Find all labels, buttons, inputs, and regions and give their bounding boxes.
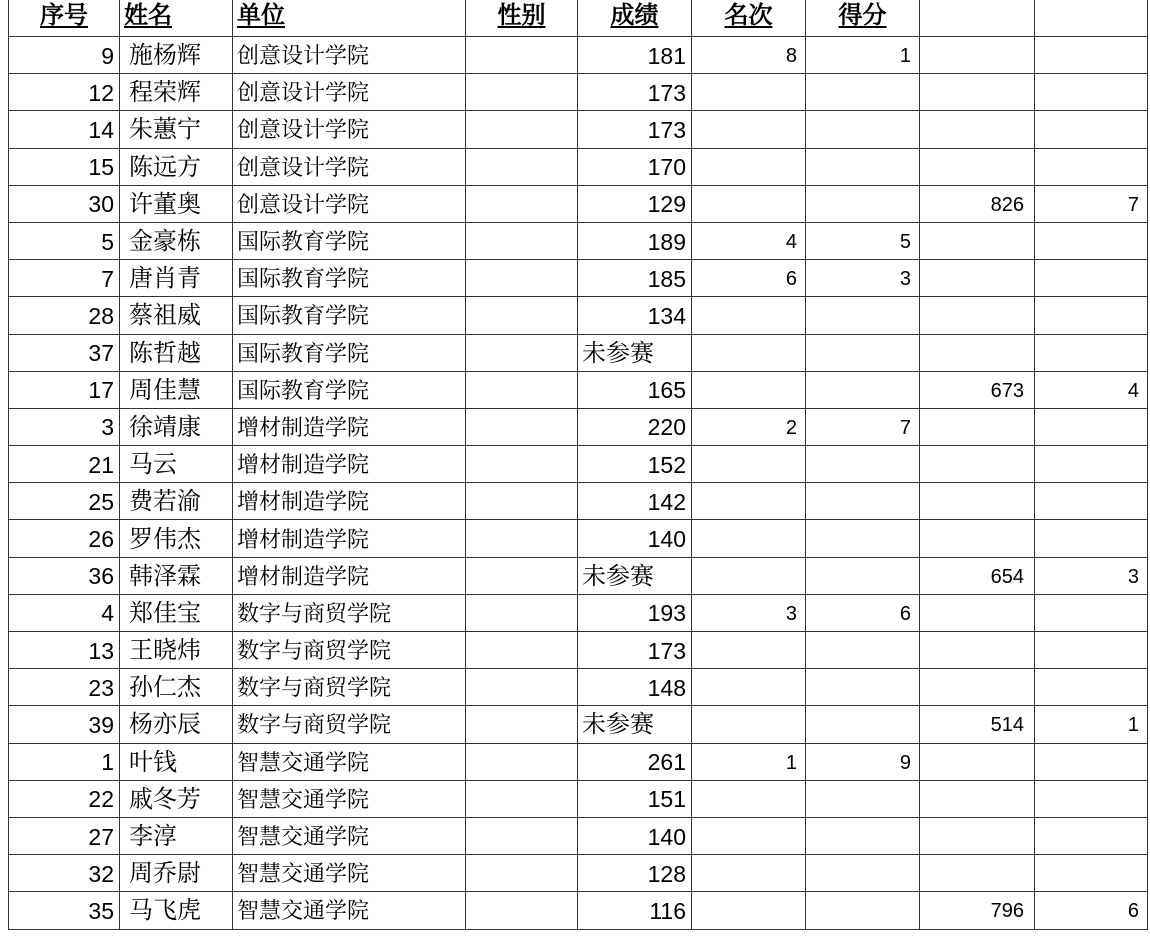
header-empty[interactable] [920, 0, 1035, 37]
cell-unit[interactable]: 国际教育学院 [233, 223, 466, 260]
cell-rank[interactable] [692, 149, 806, 186]
cell-id[interactable]: 28 [8, 297, 120, 334]
header-id[interactable]: 序号 [8, 0, 120, 37]
cell-unit[interactable]: 国际教育学院 [233, 260, 466, 297]
cell-score[interactable]: 173 [578, 632, 692, 669]
cell-rank[interactable]: 2 [692, 409, 806, 446]
cell-id[interactable]: 32 [8, 855, 120, 892]
cell-group-points[interactable]: 7 [1035, 186, 1148, 223]
cell-id[interactable]: 12 [8, 74, 120, 111]
cell-name[interactable]: 韩泽霖 [120, 558, 233, 595]
cell-gender[interactable] [466, 595, 578, 632]
cell-rank[interactable] [692, 669, 806, 706]
cell-rank[interactable]: 6 [692, 260, 806, 297]
cell-group-points[interactable] [1035, 409, 1148, 446]
cell-gender[interactable] [466, 186, 578, 223]
table-row [8, 372, 1148, 409]
cell-group-points[interactable] [1035, 37, 1148, 74]
cell-gender[interactable] [466, 632, 578, 669]
cell-group-points[interactable] [1035, 781, 1148, 818]
cell-unit[interactable]: 创意设计学院 [233, 74, 466, 111]
cell-points[interactable] [806, 781, 920, 818]
table-row [8, 74, 1148, 111]
cell-group-points[interactable] [1035, 632, 1148, 669]
cell-group-total[interactable] [920, 297, 1035, 334]
cell-points[interactable] [806, 855, 920, 892]
cell-unit[interactable]: 数字与商贸学院 [233, 595, 466, 632]
cell-group-points[interactable] [1035, 855, 1148, 892]
cell-id[interactable]: 1 [8, 744, 120, 781]
cell-id[interactable]: 23 [8, 669, 120, 706]
cell-id[interactable]: 4 [8, 595, 120, 632]
cell-score[interactable]: 173 [578, 111, 692, 148]
table-row [8, 409, 1148, 446]
cell-group-total[interactable] [920, 669, 1035, 706]
cell-group-total[interactable] [920, 744, 1035, 781]
cell-points[interactable] [806, 446, 920, 483]
cell-id[interactable]: 13 [8, 632, 120, 669]
table-row [8, 706, 1148, 743]
cell-rank[interactable] [692, 74, 806, 111]
cell-name[interactable]: 程荣辉 [120, 74, 233, 111]
cell-name[interactable]: 孙仁杰 [120, 669, 233, 706]
cell-name[interactable]: 王晓炜 [120, 632, 233, 669]
cell-score[interactable]: 未参赛 [578, 335, 692, 372]
table-row [8, 818, 1148, 855]
cell-group-points[interactable] [1035, 111, 1148, 148]
cell-unit[interactable]: 智慧交通学院 [233, 744, 466, 781]
cell-gender[interactable] [466, 855, 578, 892]
cell-gender[interactable] [466, 297, 578, 334]
cell-id[interactable]: 37 [8, 335, 120, 372]
cell-unit[interactable]: 智慧交通学院 [233, 781, 466, 818]
cell-unit[interactable]: 智慧交通学院 [233, 818, 466, 855]
cell-gender[interactable] [466, 372, 578, 409]
cell-group-points[interactable]: 4 [1035, 372, 1148, 409]
table-row [8, 260, 1148, 297]
cell-unit[interactable]: 增材制造学院 [233, 558, 466, 595]
cell-points[interactable] [806, 372, 920, 409]
cell-group-points[interactable] [1035, 260, 1148, 297]
cell-group-total[interactable] [920, 409, 1035, 446]
cell-gender[interactable] [466, 520, 578, 557]
cell-unit[interactable]: 数字与商贸学院 [233, 706, 466, 743]
cell-points[interactable] [806, 483, 920, 520]
cell-rank[interactable] [692, 483, 806, 520]
table-row [8, 892, 1148, 929]
cell-group-points[interactable] [1035, 74, 1148, 111]
cell-points[interactable] [806, 335, 920, 372]
table-row [8, 446, 1148, 483]
header-row [8, 0, 1148, 37]
table-row [8, 335, 1148, 372]
cell-points[interactable] [806, 669, 920, 706]
cell-name[interactable]: 郑佳宝 [120, 595, 233, 632]
cell-name[interactable]: 罗伟杰 [120, 520, 233, 557]
cell-group-points[interactable] [1035, 818, 1148, 855]
table-row [8, 632, 1148, 669]
cell-name[interactable]: 马云 [120, 446, 233, 483]
cell-points[interactable] [806, 706, 920, 743]
cell-id[interactable]: 7 [8, 260, 120, 297]
cell-group-points[interactable]: 3 [1035, 558, 1148, 595]
cell-rank[interactable] [692, 558, 806, 595]
cell-name[interactable]: 叶钱 [120, 744, 233, 781]
cell-id[interactable]: 30 [8, 186, 120, 223]
cell-score[interactable]: 170 [578, 149, 692, 186]
cell-rank[interactable] [692, 892, 806, 929]
cell-group-total[interactable]: 654 [920, 558, 1035, 595]
cell-score[interactable]: 129 [578, 186, 692, 223]
cell-group-total[interactable] [920, 37, 1035, 74]
cell-score[interactable]: 140 [578, 818, 692, 855]
cell-group-total[interactable] [920, 111, 1035, 148]
cell-group-points[interactable] [1035, 446, 1148, 483]
cell-score[interactable]: 未参赛 [578, 706, 692, 743]
cell-rank[interactable] [692, 335, 806, 372]
cell-points[interactable] [806, 111, 920, 148]
table-row [8, 111, 1148, 148]
cell-points[interactable]: 3 [806, 260, 920, 297]
cell-name[interactable]: 周佳慧 [120, 372, 233, 409]
cell-score[interactable]: 未参赛 [578, 558, 692, 595]
cell-gender[interactable] [466, 446, 578, 483]
cell-rank[interactable] [692, 706, 806, 743]
cell-group-points[interactable] [1035, 149, 1148, 186]
cell-group-total[interactable] [920, 74, 1035, 111]
table-row [8, 483, 1148, 520]
cell-rank[interactable] [692, 111, 806, 148]
cell-points[interactable] [806, 520, 920, 557]
cell-group-points[interactable] [1035, 669, 1148, 706]
cell-score[interactable]: 165 [578, 372, 692, 409]
cell-score[interactable]: 151 [578, 781, 692, 818]
cell-id[interactable]: 39 [8, 706, 120, 743]
cell-gender[interactable] [466, 149, 578, 186]
header-name[interactable]: 姓名 [120, 0, 233, 37]
cell-name[interactable]: 唐肖青 [120, 260, 233, 297]
table-row [8, 855, 1148, 892]
cell-name[interactable]: 周乔尉 [120, 855, 233, 892]
cell-gender[interactable] [466, 335, 578, 372]
cell-points[interactable] [806, 818, 920, 855]
cell-name[interactable]: 李淳 [120, 818, 233, 855]
cell-name[interactable]: 陈哲越 [120, 335, 233, 372]
cell-group-total[interactable] [920, 260, 1035, 297]
cell-name[interactable]: 陈远方 [120, 149, 233, 186]
cell-points[interactable] [806, 186, 920, 223]
cell-score[interactable]: 220 [578, 409, 692, 446]
cell-id[interactable]: 14 [8, 111, 120, 148]
cell-group-total[interactable] [920, 595, 1035, 632]
cell-score[interactable]: 173 [578, 74, 692, 111]
cell-gender[interactable] [466, 260, 578, 297]
cell-unit[interactable]: 增材制造学院 [233, 446, 466, 483]
cell-group-total[interactable] [920, 223, 1035, 260]
cell-score[interactable]: 185 [578, 260, 692, 297]
cell-group-points[interactable] [1035, 744, 1148, 781]
cell-rank[interactable] [692, 855, 806, 892]
cell-unit[interactable]: 创意设计学院 [233, 37, 466, 74]
cell-unit[interactable]: 增材制造学院 [233, 409, 466, 446]
table-row [8, 186, 1148, 223]
table-row [8, 781, 1148, 818]
cell-points[interactable]: 1 [806, 37, 920, 74]
cell-name[interactable]: 徐靖康 [120, 409, 233, 446]
cell-score[interactable]: 261 [578, 744, 692, 781]
cell-score[interactable]: 142 [578, 483, 692, 520]
cell-group-total[interactable]: 826 [920, 186, 1035, 223]
cell-unit[interactable]: 数字与商贸学院 [233, 632, 466, 669]
cell-group-total[interactable]: 514 [920, 706, 1035, 743]
cell-unit[interactable]: 国际教育学院 [233, 335, 466, 372]
cell-score[interactable]: 128 [578, 855, 692, 892]
header-unit[interactable]: 单位 [233, 0, 466, 37]
cell-id[interactable]: 35 [8, 892, 120, 929]
cell-unit[interactable]: 增材制造学院 [233, 483, 466, 520]
cell-group-total[interactable]: 796 [920, 892, 1035, 929]
cell-unit[interactable]: 智慧交通学院 [233, 892, 466, 929]
cell-unit[interactable]: 智慧交通学院 [233, 855, 466, 892]
score-table [8, 0, 1148, 930]
cell-rank[interactable] [692, 818, 806, 855]
header-score[interactable]: 成绩 [578, 0, 692, 37]
cell-gender[interactable] [466, 483, 578, 520]
cell-name[interactable]: 朱蕙宁 [120, 111, 233, 148]
cell-points[interactable] [806, 149, 920, 186]
cell-id[interactable]: 17 [8, 372, 120, 409]
cell-name[interactable]: 施杨辉 [120, 37, 233, 74]
cell-points[interactable] [806, 632, 920, 669]
header-points[interactable]: 得分 [806, 0, 920, 37]
cell-group-total[interactable]: 673 [920, 372, 1035, 409]
cell-name[interactable]: 蔡祖威 [120, 297, 233, 334]
cell-id[interactable]: 21 [8, 446, 120, 483]
cell-name[interactable]: 金豪栋 [120, 223, 233, 260]
header-empty[interactable] [1035, 0, 1148, 37]
cell-name[interactable]: 杨亦辰 [120, 706, 233, 743]
cell-group-total[interactable] [920, 781, 1035, 818]
cell-group-points[interactable]: 6 [1035, 892, 1148, 929]
cell-score[interactable]: 148 [578, 669, 692, 706]
table-row [8, 669, 1148, 706]
cell-gender[interactable] [466, 74, 578, 111]
table-row [8, 149, 1148, 186]
cell-gender[interactable] [466, 892, 578, 929]
cell-unit[interactable]: 创意设计学院 [233, 149, 466, 186]
cell-rank[interactable] [692, 632, 806, 669]
cell-name[interactable]: 马飞虎 [120, 892, 233, 929]
cell-points[interactable] [806, 297, 920, 334]
cell-id[interactable]: 36 [8, 558, 120, 595]
cell-rank[interactable]: 8 [692, 37, 806, 74]
cell-gender[interactable] [466, 744, 578, 781]
table-row [8, 297, 1148, 334]
cell-score[interactable]: 134 [578, 297, 692, 334]
cell-rank[interactable] [692, 520, 806, 557]
cell-unit[interactable]: 国际教育学院 [233, 297, 466, 334]
cell-score[interactable]: 189 [578, 223, 692, 260]
header-gender[interactable]: 性别 [466, 0, 578, 37]
cell-rank[interactable] [692, 297, 806, 334]
cell-rank[interactable] [692, 446, 806, 483]
cell-gender[interactable] [466, 37, 578, 74]
cell-group-points[interactable] [1035, 483, 1148, 520]
cell-points[interactable] [806, 74, 920, 111]
table-row [8, 37, 1148, 74]
table-row [8, 595, 1148, 632]
cell-group-points[interactable] [1035, 520, 1148, 557]
cell-id[interactable]: 25 [8, 483, 120, 520]
cell-unit[interactable]: 数字与商贸学院 [233, 669, 466, 706]
cell-id[interactable]: 26 [8, 520, 120, 557]
cell-id[interactable]: 22 [8, 781, 120, 818]
cell-rank[interactable] [692, 186, 806, 223]
cell-points[interactable]: 9 [806, 744, 920, 781]
cell-unit[interactable]: 创意设计学院 [233, 111, 466, 148]
cell-rank[interactable]: 4 [692, 223, 806, 260]
cell-group-total[interactable] [920, 483, 1035, 520]
cell-points[interactable] [806, 558, 920, 595]
cell-group-total[interactable] [920, 520, 1035, 557]
cell-gender[interactable] [466, 818, 578, 855]
cell-gender[interactable] [466, 409, 578, 446]
cell-group-total[interactable] [920, 335, 1035, 372]
cell-points[interactable] [806, 892, 920, 929]
cell-rank[interactable] [692, 781, 806, 818]
cell-gender[interactable] [466, 706, 578, 743]
table-row [8, 558, 1148, 595]
cell-name[interactable]: 许董奥 [120, 186, 233, 223]
cell-points[interactable]: 5 [806, 223, 920, 260]
cell-name[interactable]: 戚冬芳 [120, 781, 233, 818]
cell-group-points[interactable] [1035, 297, 1148, 334]
cell-group-total[interactable] [920, 632, 1035, 669]
cell-gender[interactable] [466, 111, 578, 148]
cell-unit[interactable]: 增材制造学院 [233, 520, 466, 557]
cell-id[interactable]: 9 [8, 37, 120, 74]
table-row [8, 744, 1148, 781]
table-row [8, 223, 1148, 260]
cell-rank[interactable] [692, 372, 806, 409]
cell-score[interactable]: 140 [578, 520, 692, 557]
cell-group-total[interactable] [920, 149, 1035, 186]
cell-group-total[interactable] [920, 855, 1035, 892]
cell-points[interactable]: 6 [806, 595, 920, 632]
cell-rank[interactable]: 3 [692, 595, 806, 632]
cell-group-points[interactable] [1035, 595, 1148, 632]
cell-score[interactable]: 181 [578, 37, 692, 74]
cell-unit[interactable]: 创意设计学院 [233, 186, 466, 223]
cell-score[interactable]: 193 [578, 595, 692, 632]
header-rank[interactable]: 名次 [692, 0, 806, 37]
cell-id[interactable]: 15 [8, 149, 120, 186]
table-row [8, 520, 1148, 557]
cell-group-points[interactable] [1035, 335, 1148, 372]
cell-gender[interactable] [466, 669, 578, 706]
cell-group-total[interactable] [920, 818, 1035, 855]
cell-gender[interactable] [466, 781, 578, 818]
cell-gender[interactable] [466, 558, 578, 595]
cell-score[interactable]: 116 [578, 892, 692, 929]
cell-id[interactable]: 5 [8, 223, 120, 260]
cell-id[interactable]: 3 [8, 409, 120, 446]
cell-name[interactable]: 费若渝 [120, 483, 233, 520]
cell-group-points[interactable] [1035, 223, 1148, 260]
cell-points[interactable]: 7 [806, 409, 920, 446]
cell-unit[interactable]: 国际教育学院 [233, 372, 466, 409]
cell-group-points[interactable]: 1 [1035, 706, 1148, 743]
cell-rank[interactable]: 1 [692, 744, 806, 781]
cell-id[interactable]: 27 [8, 818, 120, 855]
cell-score[interactable]: 152 [578, 446, 692, 483]
cell-gender[interactable] [466, 223, 578, 260]
cell-group-total[interactable] [920, 446, 1035, 483]
